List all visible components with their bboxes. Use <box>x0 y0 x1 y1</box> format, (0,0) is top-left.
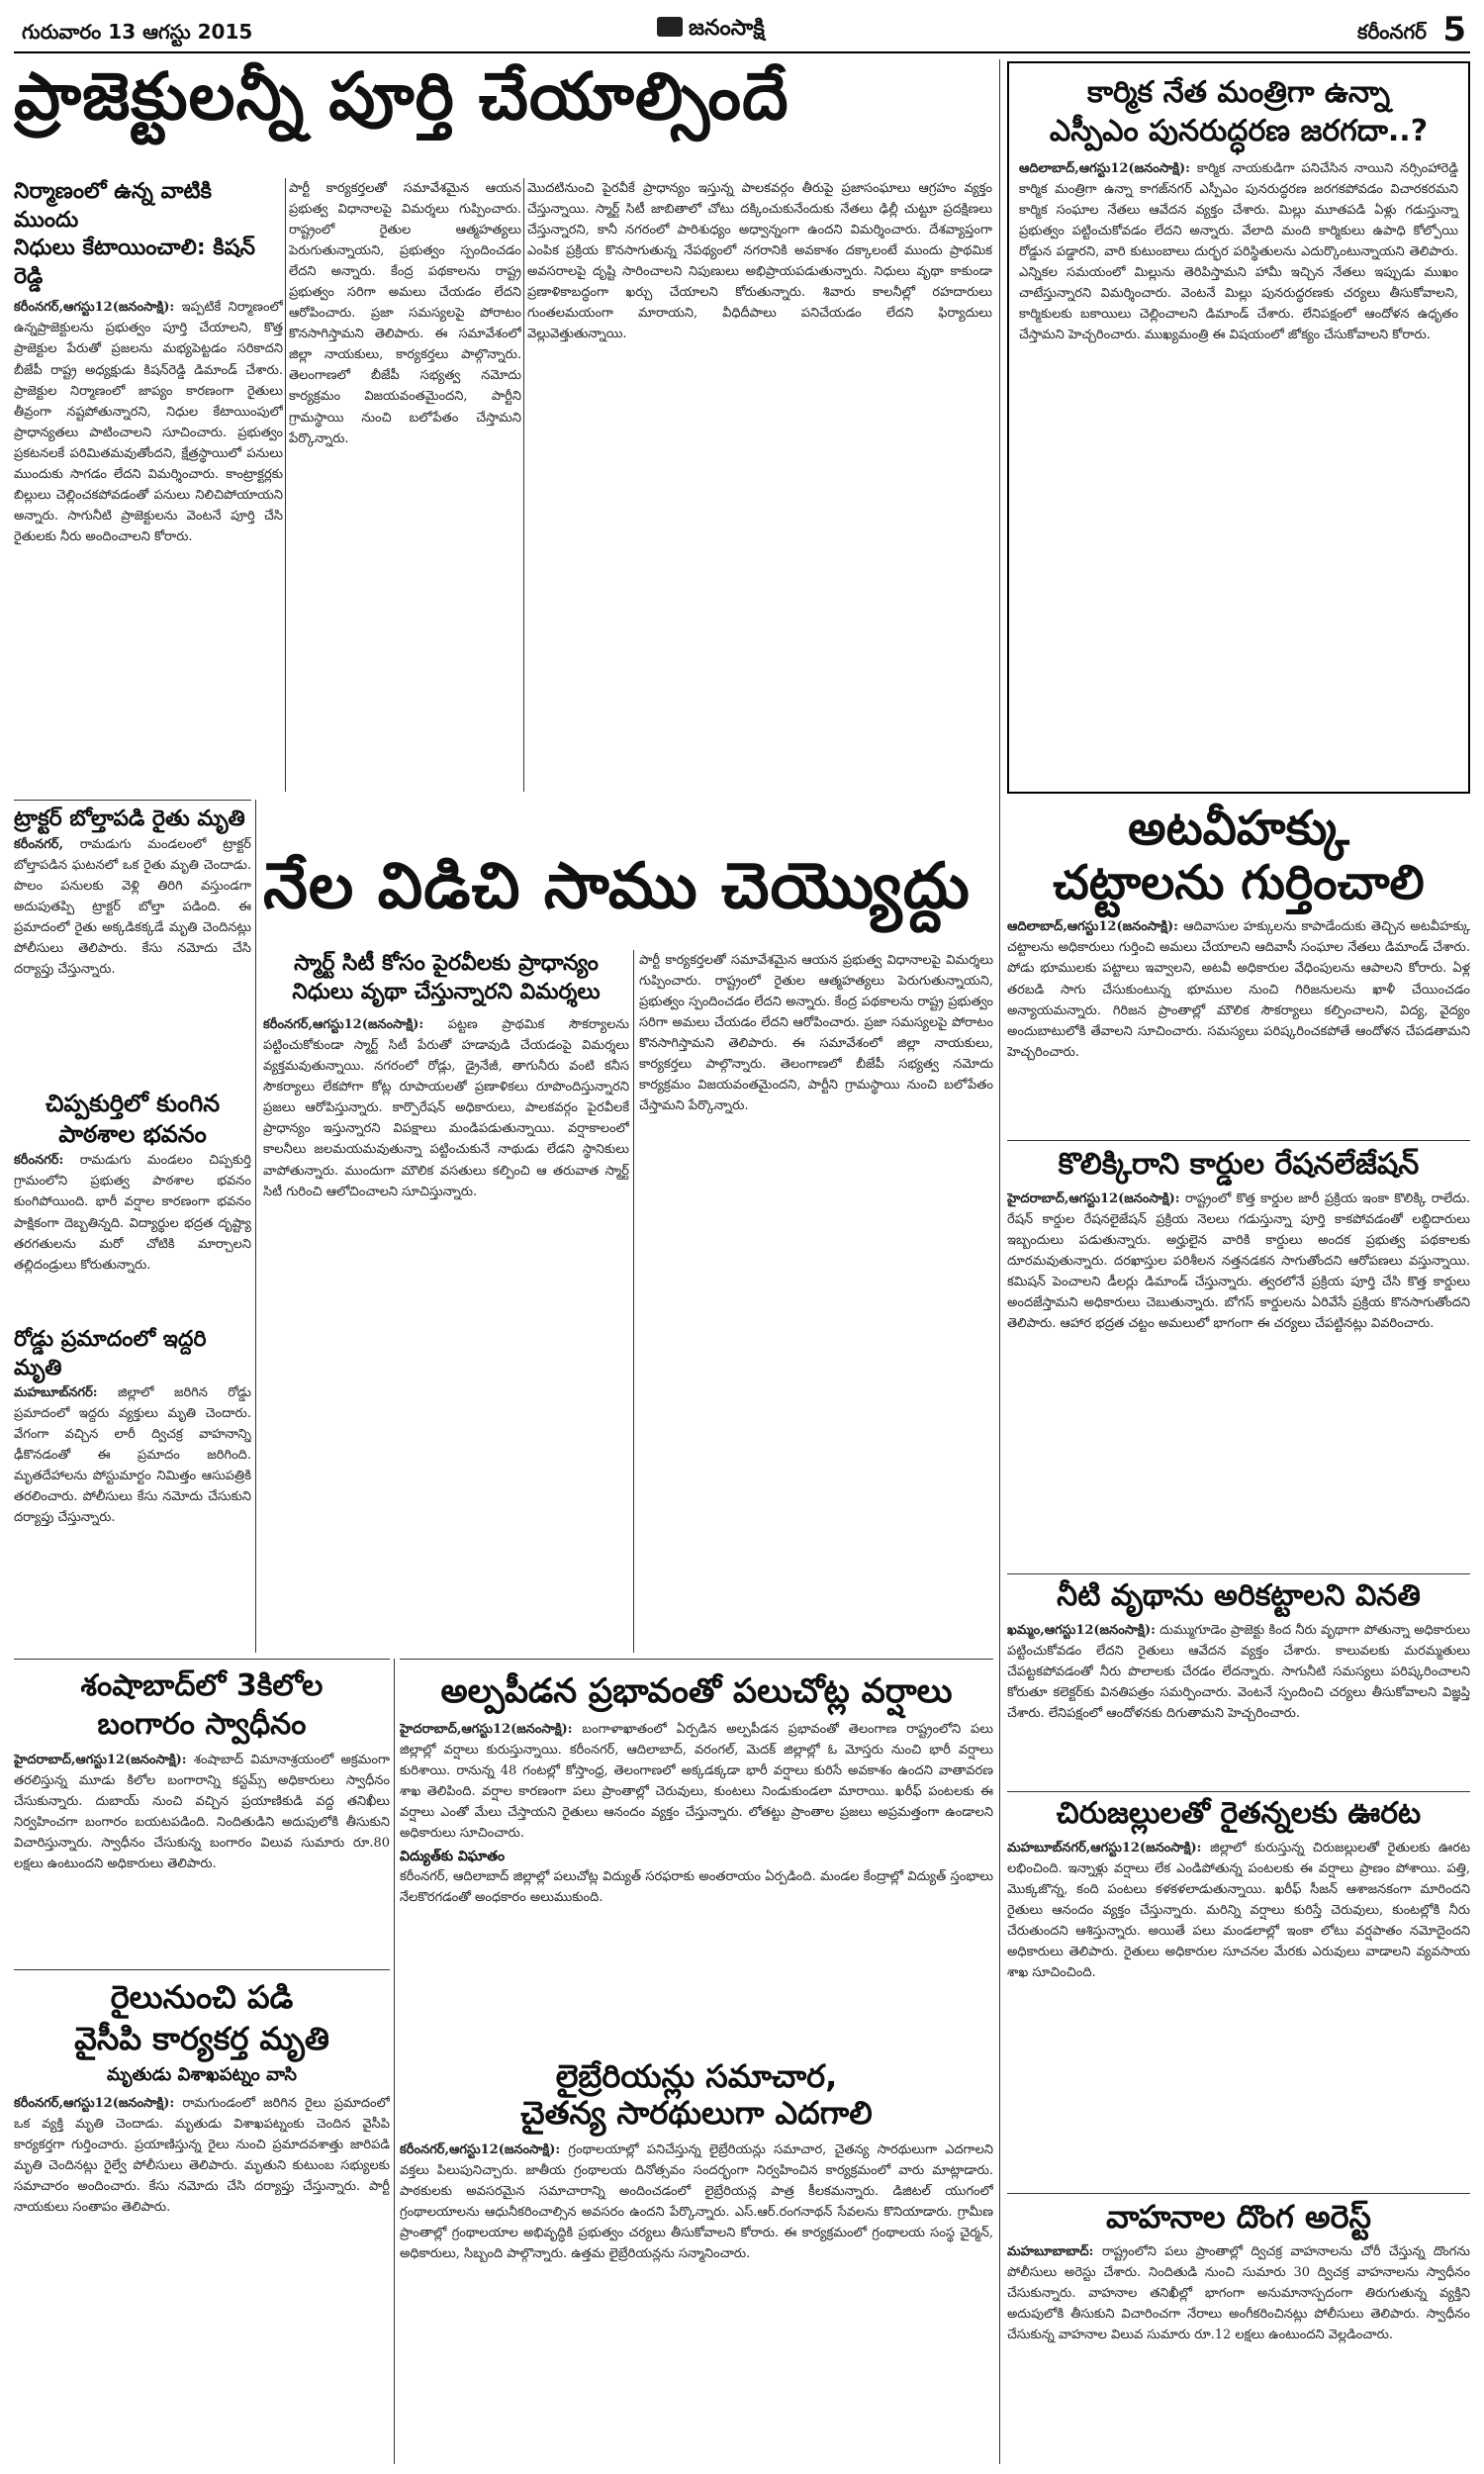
rains-body-2: కరీంనగర్‌, ఆదిలాబాద్‌ జిల్లాల్లో పలుచోట్ల విద్యుత్‌ సరఫరాకు అంతరాయం ఏర్పడింది. మండల కేంద్రాల్లో విద్యుత్‌ స్తంభాలు నేలకొరగడంతో అంధకారం అలుముకుంది. <box>400 1868 993 1905</box>
drizzle-article <box>1007 1797 1470 2189</box>
railway-article <box>14 1977 390 2464</box>
library-headline-2: చైతన్య సారథులుగా ఎదగాలి <box>520 2093 873 2132</box>
school-article <box>14 1089 251 1286</box>
column-divider <box>633 950 634 1653</box>
issue-date: గురువారం 13 ఆగస్టు 2015 <box>22 20 253 44</box>
forest-article <box>1007 802 1470 1138</box>
gold-article <box>14 1666 390 1963</box>
section-rule <box>14 1969 390 1970</box>
gold-body: శంషాబాద్‌ విమానాశ్రయంలో అక్రమంగా తరలిస్తున్న మూడు కిలోల బంగారాన్ని కస్టమ్స్‌ అధికారులు స్వాధీనం చేసుకున్నారు. దుబాయ్‌ నుంచి వచ్చిన ప్రయాణికుడి వద్ద తనిఖీలు నిర్వహించగా బంగారం బయటపడింది. నిందితుడిని అదుపులోకి తీసుకుని విచారిస్తున్నారు. స్వాధీనం చేసుకున్న బంగారం విలువ సుమారు రూ.80 లక్షలు ఉంటుందని అధికారులు తెలిపారు. <box>14 1753 390 1872</box>
labour-dateline: ఆదిలాబాద్‌,ఆగస్టు12(జనంసాక్షి): <box>1019 161 1190 176</box>
railway-subhead: మృతుడు విశాఖపట్నం వాసి <box>106 2064 298 2086</box>
smart-city-subhead-2: నిధులు వృథా చేస్తున్నారని విమర్శలు <box>292 979 601 1004</box>
column-divider <box>999 59 1000 2464</box>
school-headline-2: పాఠశాల భవనం <box>58 1120 207 1149</box>
projects-dateline: కరీంనగర్,ఆగస్టు12(జనంసాక్షి): <box>14 300 175 316</box>
drizzle-headline: చిరుజల్లులతో రైతన్నలకు ఊరట <box>1056 1797 1422 1831</box>
smart-city-body-right: పార్టీ కార్యకర్తలతో సమావేశమైన ఆయన ప్రభుత్వ విధానాలపై విమర్శలు గుప్పించారు. రాష్ట్రంలో రైతుల ఆత్మహత్యలు పెరుగుతున్నాయని, ప్రభుత్వం స్పందించడం లేదని అన్నారు. కేంద్ర పథకాలను రాష్ట్ర ప్రభుత్వం సరిగా అమలు చేయడం లేదని ఆరోపించారు. ప్రజా సమస్యలపై పోరాటం కొనసాగిస్తామని తెలిపారు. ఈ సమావేశంలో జిల్లా నాయకులు, కార్యకర్తలు పాల్గొన్నారు. తెలంగాణలో బీజేపీ సభ్యత్వ నమోదు కార్యక్రమం విజయవంతమైందని, పార్టీని గ్రామస్థాయి నుంచి బలోపేతం చేస్తామని పేర్కొన్నారు. <box>639 953 993 1114</box>
tractor-dateline: కరీంనగర్, <box>14 836 64 852</box>
page-number: 5 <box>1442 10 1466 49</box>
projects-headline: ప్రాజెక్టులన్నీ పూర్తి చేయాల్సిందే <box>14 59 789 135</box>
accident-headline: రోడ్డు ప్రమాదంలో ఇద్దరి మృతి <box>14 1327 207 1380</box>
school-headline: చిప్పకుర్తిలో కుంగిన <box>45 1090 221 1117</box>
section-rule <box>1007 1573 1470 1574</box>
labour-body: కార్మిక నాయకుడిగా పనిచేసిన నాయిని నర్సింహారెడ్డి కార్మిక మంత్రిగా ఉన్నా కాగజ్‌నగర్‌ ఎస్పీఎం పునరుద్ధరణ జరగకపోవడం విచారకరమని కార్మిక సంఘాల నేతలు ఆవేదన వ్యక్తం చేశారు. మిల్లు మూతపడి ఏళ్లు గడుస్తున్నా ప్రభుత్వం పట్టించుకోవడం లేదని అన్నారు. వేలాది మంది కార్మికులు ఉపాధి కోల్పోయి రోడ్డున పడ్డారని, వారి కుటుంబాలు దుర్భర పరిస్థితులను ఎదుర్కొంటున్నాయని తెలిపారు. ఎన్నికల సమయంలో మిల్లును తెరిపిస్తామని హామీ ఇచ్చిన నేతలు ఇప్పుడు ముఖం చాటేస్తున్నారని విమర్శించారు. వెంటనే మిల్లు పునరుద్ధరణకు చర్యలు తీసుకోవాలని, కార్మికులకు బకాయిలు చెల్లించాలని డిమాండ్‌ చేశారు. లేనిపక్షంలో ఆందోళన ఉధృతం చేస్తామని హెచ్చరించారు. ముఖ్యమంత్రి ఈ విషయంలో జోక్యం చేసుకోవాలని కోరారు. <box>1019 161 1458 343</box>
library-headline: లైబ్రేరియన్లు సమాచార, <box>555 2058 838 2095</box>
rains-article <box>400 1672 993 2048</box>
ration-dateline: హైదరాబాద్‌,ఆగస్టు12(జనంసాక్షి): <box>1007 1190 1180 1206</box>
projects-article-middle <box>289 178 521 792</box>
tractor-body: రామడుగు మండలంలో ట్రాక్టర్‌ బోల్తాపడిన ఘటనలో ఒక రైతు మృతి చెందాడు. పొలం పనులకు వెళ్లి తిరిగి వస్తుండగా అదుపుతప్పి ట్రాక్టర్‌ బోల్తా పడింది. ఈ ప్రమాదంలో రైతు అక్కడికక్కడే మృతి చెందినట్లు పోలీసులు తెలిపారు. కేసు నమోదు చేసి దర్యాప్తు చేస్తున్నారు. <box>14 836 251 977</box>
library-body: గ్రంథాలయాల్లో పనిచేస్తున్న లైబ్రేరియన్లు సమాచార, చైతన్య సారథులుగా ఎదగాలని వక్తలు పిలుపునిచ్చారు. జాతీయ గ్రంథాలయ దినోత్సవం సందర్భంగా నిర్వహించిన కార్యక్రమంలో వారు మాట్లాడారు. పాఠకులకు అవసరమైన సమాచారాన్ని అందించడంలో లైబ్రేరియన్ల పాత్ర కీలకమన్నారు. డిజిటల్‌ యుగంలో గ్రంథాలయాలను ఆధునీకరించాల్సిన అవసరం ఉందని పేర్కొన్నారు. ఎస్‌.ఆర్‌.రంగనాథన్‌ సేవలను కొనియాడారు. గ్రామీణ ప్రాంతాల్లో గ్రంథాలయాల అభివృద్ధికి ప్రభుత్వం చర్యలు తీసుకోవాలని కోరారు. ఈ కార్యక్రమంలో గ్రంథాలయ సంస్థ చైర్మన్‌, అధికారులు, సిబ్బంది పాల్గొన్నారు. ఉత్తమ లైబ్రేరియన్లను సన్మానించారు. <box>400 2141 993 2261</box>
vehicle-thief-headline: వాహనాల దొంగ అరెస్ట్‌ <box>1105 2199 1372 2236</box>
projects-subhead-2: నిధులు కేటాయించాలి: కిషన్ రెడ్డి <box>14 236 255 289</box>
projects-body-text: ఇప్పటికే నిర్మాణంలో ఉన్నప్రాజెక్టులను ప్రభుత్వం పూర్తి చేయాలని, కొత్త ప్రాజెక్టుల పేరుతో ప్రజలను మభ్యపెట్టడం సరికాదని బీజేపీ రాష్ట్ర అధ్యక్షుడు కిషన్‌రెడ్డి డిమాండ్‌ చేశారు. ప్రాజెక్టుల నిర్మాణంలో జాప్యం కారణంగా రైతులు తీవ్రంగా నష్టపోతున్నారని, నిధుల కేటాయింపులో ప్రాధాన్యతలు పాటించాలని సూచించారు. ప్రభుత్వం ప్రకటనలకే పరిమితమవుతోందని, క్షేత్రస్థాయిలో పనులు ముందుకు సాగడం లేదని విమర్శించారు. కాంట్రాక్టర్లకు బిల్లులు చెల్లించకపోవడంతో పనులు నిలిచిపోయాయని అన్నారు. సాగునీటి ప్రాజెక్టులను వెంటనే పూర్తి చేసి రైతులకు నీరు అందించాలని కోరారు. <box>14 300 283 544</box>
railway-headline: రైలునుంచి పడి <box>110 1978 294 2016</box>
library-dateline: కరీంనగర్,ఆగస్టు12(జనంసాక్షి): <box>400 2141 561 2157</box>
column-divider <box>285 178 286 792</box>
smart-city-subhead-1: స్మార్ట్‌ సిటీ కోసం పైరవీలకు ప్రాధాన్యం <box>294 951 599 976</box>
section-rule <box>14 1659 390 1660</box>
drizzle-body: జిల్లాలో కురుస్తున్న చిరుజల్లులతో రైతులకు ఊరట లభించింది. ఇన్నాళ్లు వర్షాలు లేక ఎండిపోతున్న పంటలకు ఈ వర్షాలు ప్రాణం పోశాయి. పత్తి, మొక్కజొన్న, కంది పంటలు కళకళలాడుతున్నాయి. ఖరీఫ్‌ సీజన్‌ ఆశాజనకంగా మారిందని రైతులు ఆనందం వ్యక్తం చేస్తున్నారు. మరిన్ని వర్షాలు కురిస్తే చెరువులు, కుంటల్లోకి నీరు చేరుతుందని ఆశిస్తున్నారు. అయితే పలు మండలాల్లో ఇంకా లోటు వర్షపాతం నమోదైందని అధికారులు తెలిపారు. రైతులు అధికారుల సూచనల మేరకు ఎరువులు వాడాలని వ్యవసాయ శాఖ సూచించింది. <box>1007 1840 1470 1980</box>
forest-body: ఆదివాసుల హక్కులను కాపాడేందుకు తెచ్చిన అటవీహక్కు చట్టాలను అధికారులు గుర్తించి అమలు చేయాలని ఆదివాసీ సంఘాల నేతలు డిమాండ్‌ చేశారు. పోడు భూములకు పట్టాలు ఇవ్వాలని, అటవీ అధికారుల వేధింపులను ఆపాలని కోరారు. ఏళ్ల తరబడి సాగు చేసుకుంటున్న భూముల నుంచి గిరిజనులను ఖాళీ చేయించడం అన్యాయమన్నారు. గిరిజన ప్రాంతాల్లో మౌలిక సౌకర్యాలు కల్పించాలని, విద్య, వైద్యం అందుబాటులోకి తేవాలని సూచించారు. సమస్యలు పరిష్కరించకపోతే ఆందోళన చేపడతామని హెచ్చరించారు. <box>1007 919 1470 1060</box>
rains-dateline: హైదరాబాద్‌,ఆగస్టు12(జనంసాక్షి): <box>400 1722 573 1738</box>
water-body: దుమ్ముగూడెం ప్రాజెక్టు కింద నీరు వృథాగా పోతున్నా అధికారులు పట్టించుకోవడం లేదని రైతులు ఆవేదన వ్యక్తం చేశారు. కాలువలకు మరమ్మతులు చేపట్టకపోవడంతో నీరు పొలాలకు చేరడం లేదన్నారు. సాగునీటి సమస్యలు పరిష్కరించాలని కోరుతూ కలెక్టర్‌కు వినతిపత్రం సమర్పించారు. వెంటనే స్పందించి చర్యలు తీసుకోవాలని విజ్ఞప్తి చేశారు. లేనిపక్షంలో ఆందోళనకు దిగుతామని హెచ్చరించారు. <box>1007 1622 1470 1721</box>
gold-headline: శంషాబాద్‌లో 3కిలోల <box>80 1668 324 1703</box>
projects-body-right: పార్టీ కార్యకర్తలతో సమావేశమైన ఆయన ప్రభుత్వ విధానాలపై విమర్శలు గుప్పించారు. రాష్ట్రంలో రైతుల ఆత్మహత్యలు పెరుగుతున్నాయని, ప్రభుత్వం స్పందించడం లేదని అన్నారు. కేంద్ర పథకాలను రాష్ట్ర ప్రభుత్వం సరిగా అమలు చేయడం లేదని ఆరోపించారు. ప్రజా సమస్యలపై పోరాటం కొనసాగిస్తామని తెలిపారు. ఈ సమావేశంలో జిల్లా నాయకులు, కార్యకర్తలు పాల్గొన్నారు. తెలంగాణలో బీజేపీ సభ్యత్వ నమోదు కార్యక్రమం విజయవంతమైందని, పార్టీని గ్రామస్థాయి నుంచి బలోపేతం చేస్తామని పేర్కొన్నారు. <box>289 181 521 446</box>
gold-dateline: హైదరాబాద్‌,ఆగస్టు12(జనంసాక్షి): <box>14 1753 187 1767</box>
section-rule <box>1007 1791 1470 1792</box>
accident-body: జిల్లాలో జరిగిన రోడ్డు ప్రమాదంలో ఇద్దరు వ్యక్తులు మృతి చెందారు. వేగంగా వచ్చిన లారీ ద్విచక్ర వాహనాన్ని ఢీకొనడంతో ఈ ప్రమాదం జరిగింది. మృతదేహాలను పోస్టుమార్టం నిమిత్తం ఆసుపత్రికి తరలించారు. పోలీసులు కేసు నమోదు చేసుకుని దర్యాప్తు చేస్తున్నారు. <box>14 1385 251 1526</box>
section-rule <box>14 800 251 801</box>
projects-continuation <box>527 178 992 792</box>
library-article <box>400 2058 993 2464</box>
ration-headline: కొలిక్కిరాని కార్డుల రేషనలేజేషన్‌ <box>1058 1148 1420 1182</box>
water-dateline: ఖమ్మం,ఆగస్టు12(జనంసాక్షి): <box>1007 1622 1156 1638</box>
smart-city-article-right <box>639 950 993 1653</box>
vehicle-thief-article <box>1007 2199 1470 2464</box>
labour-headline: కార్మిక నేత మంత్రిగా ఉన్నా <box>1087 75 1390 110</box>
water-headline: నీటి వృథాను అరికట్టాలని వినతి <box>1057 1579 1421 1613</box>
column-divider <box>255 800 256 1653</box>
accident-dateline: మహబూబ్‌నగర్: <box>14 1385 98 1401</box>
smart-city-headline: నేల విడిచి సాము చెయ్యొద్దు <box>263 851 971 923</box>
labour-article <box>1007 61 1470 794</box>
forest-headline: అటవీహక్కు <box>1128 802 1349 856</box>
tractor-article <box>14 806 251 1023</box>
accident-article <box>14 1326 251 1653</box>
rains-headline: అల్పపీడన ప్రభావంతో పలుచోట్ల వర్షాలు <box>440 1672 953 1711</box>
railway-dateline: కరీంనగర్,ఆగస్టు12(జనంసాక్షి): <box>14 2095 175 2111</box>
column-divider <box>523 178 524 792</box>
drizzle-dateline: మహబూబ్‌నగర్,ఆగస్టు12(జనంసాక్షి): <box>1007 1840 1202 1856</box>
forest-dateline: ఆదిలాబాద్‌,ఆగస్టు12(జనంసాక్షి): <box>1007 919 1178 935</box>
tractor-headline: ట్రాక్టర్‌ బోల్తాపడి రైతు మృతి <box>14 807 245 831</box>
school-dateline: కరీంనగర్: <box>14 1153 64 1169</box>
edition-name: కరీంనగర్ <box>1357 20 1427 44</box>
smart-city-body: పట్టణ ప్రాథమిక సౌకర్యాలను పట్టించుకోకుండా స్మార్ట్‌ సిటీ పేరుతో హడావుడి చేయడంపై విమర్శలు వ్యక్తమవుతున్నాయి. నగరంలో రోడ్లు, డ్రైనేజీ, తాగునీరు వంటి కనీస సౌకర్యాలు లేకపోగా కోట్ల రూపాయలతో ప్రణాళికలు రూపొందిస్తున్నారని ప్రజలు ఆరోపిస్తున్నారు. కార్పొరేషన్‌ అధికారులు, పాలకవర్గం పైరవీలకే ప్రాధాన్యం ఇస్తున్నారని విపక్షాలు మండిపడుతున్నాయి. వర్షాకాలంలో కాలనీలు జలమయమవుతున్నా పట్టించుకునే నాథుడు లేడని స్థానికులు వాపోతున్నారు. ముందుగా మౌలిక వసతులు కల్పించి ఆ తరువాత స్మార్ట్‌ సిటీ గురించి ఆలోచించాలని సూచిస్తున్నారు. <box>263 1017 629 1199</box>
school-body: రామడుగు మండలం చిప్పకుర్తి గ్రామంలోని ప్రభుత్వ పాఠశాల భవనం కుంగిపోయింది. భారీ వర్షాల కారణంగా భవనం పాక్షికంగా దెబ్బతిన్నది. విద్యార్థుల భద్రత దృష్ట్యా తరగతులను మరో చోటికి మార్చాలని తల్లిదండ్రులు కోరుతున్నారు. <box>14 1153 251 1273</box>
water-article <box>1007 1579 1470 1787</box>
projects-continuation-text: మొదటినుంచి పైరవీకే ప్రాధాన్యం ఇస్తున్న పాలకవర్గం తీరుపై ప్రజాసంఘాలు ఆగ్రహం వ్యక్తం చేస్తున్నాయి. స్మార్ట్‌ సిటీ జాబితాలో చోటు దక్కించుకునేందుకు నేతలు ఢిల్లీ చుట్టూ ప్రదక్షిణలు చేస్తున్నారని, కానీ నగరంలో పారిశుధ్యం అధ్వాన్నంగా ఉందని విమర్శించారు. దేశవ్యాప్తంగా ఎంపిక ప్రక్రియ కొనసాగుతున్న నేపథ్యంలో నగరానికి అవకాశం దక్కాలంటే ముందు ప్రాథమిక అవసరాలపై దృష్టి సారించాలని నిపుణులు అభిప్రాయపడుతున్నారు. నిధులు వృథా కాకుండా ప్రణాళికాబద్ధంగా ఖర్చు చేయాలని కోరుతున్నారు. శివారు కాలనీల్లో రహదారులు గుంతలమయంగా మారాయని, వీధిదీపాలు పనిచేయడం లేదని ఫిర్యాదులు వెల్లువెత్తుతున్నాయి. <box>527 181 992 342</box>
ration-article <box>1007 1148 1470 1564</box>
logo-text: జనంసాక్షి <box>689 16 765 41</box>
section-rule <box>1007 2193 1470 2194</box>
projects-subhead-1: నిర్మాణంలో ఉన్న వాటికి ముందు <box>14 179 212 233</box>
masthead <box>14 10 1470 53</box>
section-rule <box>400 1659 993 1660</box>
projects-article-left <box>14 178 283 792</box>
logo-icon <box>657 17 683 37</box>
smart-city-article <box>263 950 629 1653</box>
smart-city-dateline: కరీంనగర్,ఆగస్టు12(జనంసాక్షి): <box>263 1017 424 1033</box>
newspaper-logo <box>657 16 765 46</box>
ration-body: రాష్ట్రంలో కొత్త కార్డుల జారీ ప్రక్రియ ఇంకా కొలిక్కి రాలేదు. రేషన్‌ కార్డుల రేషనలైజేషన్‌ ప్రక్రియ నెలలు గడుస్తున్నా పూర్తి కాకపోవడంతో లబ్ధిదారులు ఇబ్బందులు పడుతున్నారు. అర్హులైన వారికి కార్డులు అందక ప్రభుత్వ పథకాలకు దూరమవుతున్నారు. దరఖాస్తుల పరిశీలన నత్తనడకన సాగుతోందని ఆరోపణలు వస్తున్నాయి. కమిషన్‌ పెంచాలని డీలర్లు డిమాండ్‌ చేస్తున్నారు. త్వరలోనే ప్రక్రియ పూర్తి చేసి కొత్త కార్డులు అందజేస్తామని అధికారులు చెబుతున్నారు. బోగస్‌ కార్డులను ఏరివేసే ప్రక్రియ కొనసాగుతోందని తెలిపారు. ఆహార భద్రత చట్టం అమలులో భాగంగా ఈ చర్యలు చేపట్టినట్లు వివరించారు. <box>1007 1190 1470 1331</box>
smart-city-headline-block <box>263 851 995 945</box>
railway-headline-2: వైసీపి కార్యకర్త మృతి <box>74 2019 329 2057</box>
rains-subhead: విద్యుత్‌కు విఘాతం <box>400 1849 506 1865</box>
projects-body <box>14 297 283 547</box>
column-divider <box>394 1659 395 2464</box>
forest-headline-2: చట్టాలను గుర్తించాలి <box>1053 855 1425 911</box>
railway-body: రామగుండంలో జరిగిన రైలు ప్రమాదంలో ఒక వ్యక్తి మృతి చెందాడు. మృతుడు విశాఖపట్నంకు చెందిన వైసీపి కార్యకర్తగా గుర్తించారు. ప్రయాణిస్తున్న రైలు నుంచి ప్రమాదవశాత్తు జారిపడి మృతి చెందినట్లు రైల్వే పోలీసులు తెలిపారు. మృతుని కుటుంబ సభ్యులకు సమాచారం అందించారు. కేసు నమోదు చేసి దర్యాప్తు చేస్తున్నారు. పార్టీ నాయకులు సంతాపం తెలిపారు. <box>14 2095 390 2215</box>
rains-body: బంగాళాఖాతంలో ఏర్పడిన అల్పపీడన ప్రభావంతో తెలంగాణ రాష్ట్రంలోని పలు జిల్లాల్లో వర్షాలు కురుస్తున్నాయి. కరీంనగర్‌, ఆదిలాబాద్‌, వరంగల్‌, మెదక్‌ జిల్లాల్లో ఓ మోస్తరు నుంచి భారీ వర్షాలు కురిశాయి. రానున్న 48 గంటల్లో కోస్తాంధ్ర, తెలంగాణలో అక్కడక్కడా భారీ వర్షాలు కురిసే అవకాశం ఉందని వాతావరణ శాఖ తెలిపింది. వర్షాల కారణంగా పలు ప్రాంతాల్లో చెరువులు, కుంటలు నిండుకుండలా మారాయి. ఖరీఫ్‌ పంటలకు ఈ వర్షాలు ఎంతో మేలు చేస్తాయని రైతులు ఆనందం వ్యక్తం చేస్తున్నారు. లోతట్టు ప్రాంతాల ప్రజలు అప్రమత్తంగా ఉండాలని అధికారులు సూచించారు. <box>400 1722 993 1842</box>
gold-headline-2: బంగారం స్వాధీనం <box>97 1707 307 1742</box>
labour-headline-2: ఎస్పీఎం పునరుద్ధరణ జరగదా..? <box>1049 114 1429 148</box>
vehicle-thief-dateline: మహబూబాబాద్‌: <box>1007 2243 1094 2259</box>
projects-headline-block <box>14 59 993 178</box>
vehicle-thief-body: రాష్ట్రంలోని పలు ప్రాంతాల్లో ద్విచక్ర వాహనాలను చోరీ చేస్తున్న దొంగను పోలీసులు అరెస్టు చేశారు. నిందితుడి నుంచి సుమారు 30 ద్విచక్ర వాహనాలను స్వాధీనం చేసుకున్నారు. వాహనాల తనిఖీల్లో భాగంగా అనుమానాస్పదంగా తిరుగుతున్న వ్యక్తిని అదుపులోకి తీసుకుని విచారించగా నేరాలు అంగీకరించినట్లు పోలీసులు తెలిపారు. స్వాధీనం చేసుకున్న వాహనాల విలువ సుమారు రూ.12 లక్షలు ఉంటుందని వెల్లడించారు. <box>1007 2243 1470 2342</box>
section-rule <box>1007 1140 1470 1141</box>
